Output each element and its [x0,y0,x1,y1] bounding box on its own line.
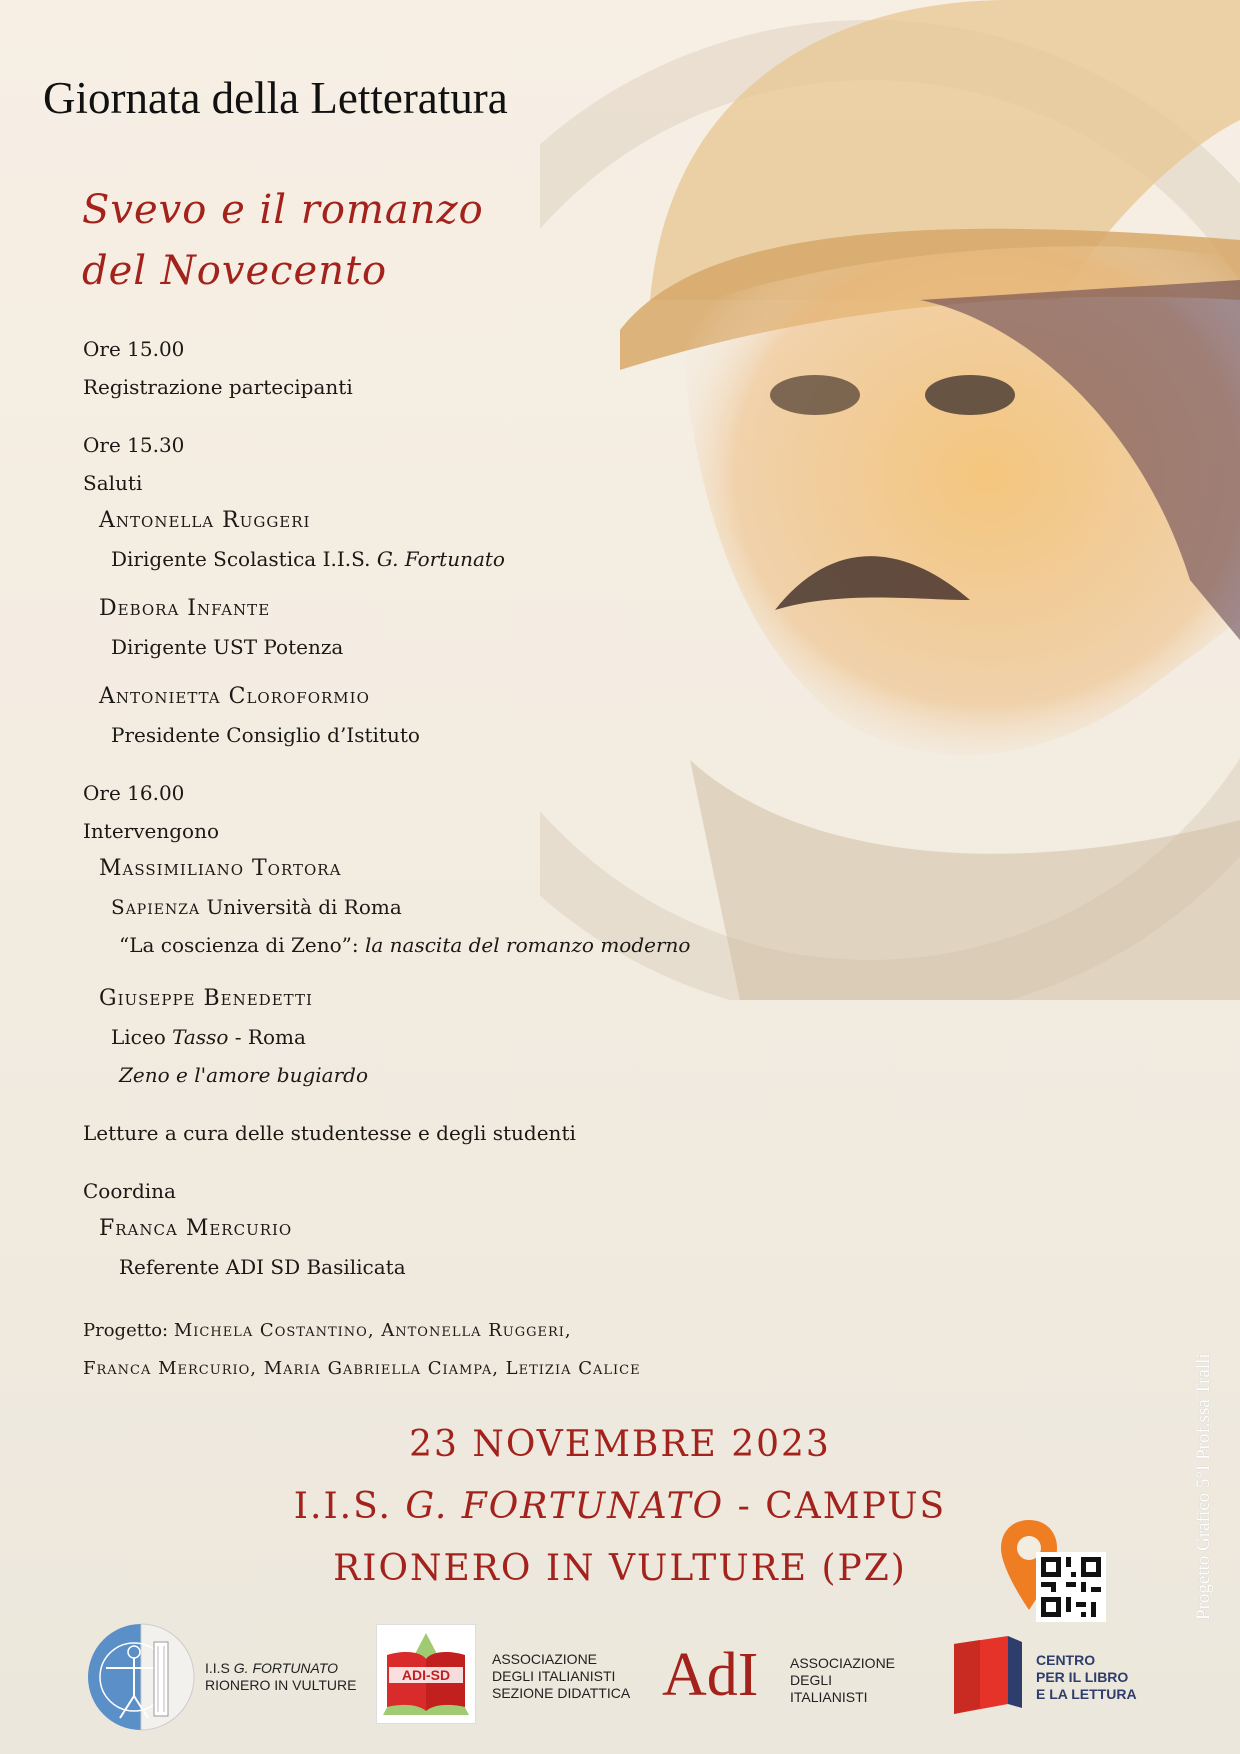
speaker-role: Presidente Consiglio d’Istituto [111,723,420,747]
program-schedule [83,330,723,1286]
affil-italic: Tasso [172,1025,229,1049]
speaker-name: Massimiliano Tortora [99,856,342,881]
affil-sc: Sapienza [111,895,201,919]
credits-names-1: Michela Costantino, Antonella Ruggeri, [173,1320,572,1341]
credits-label: Progetto: [83,1320,169,1341]
affil-post: - Roma [234,1025,306,1049]
interventions-label: Intervengono [83,819,219,843]
affil-pre: Liceo [111,1025,166,1049]
adi-sd-label [492,1651,630,1702]
cepell-line-2: PER IL LIBRO [1036,1669,1129,1685]
speaker-name: Debora Infante [99,596,271,621]
iis-name: G. FORTUNATO [233,1660,339,1676]
page-title: Giornata della Letteratura [43,73,508,123]
time-1530: Ore 15.30 [83,433,185,457]
school-name: G. Fortunato [376,547,505,571]
event-date: 23 NOVEMBRE 2023 [409,1424,831,1465]
venue-post: - CAMPUS [737,1486,947,1527]
speaker-affiliation [83,1018,723,1056]
talk-title: Zeno e l'amore bugiardo [119,1063,368,1087]
speaker-name: Antonietta Cloroformio [99,684,370,709]
event-city: RIONERO IN VULTURE (PZ) [333,1548,907,1589]
cepell-line-3: E LA LETTURA [1036,1686,1137,1702]
venue-italic: G. FORTUNATO [405,1486,725,1527]
iis-line-1 [205,1660,356,1677]
cepell-label [1036,1652,1137,1703]
credits-line-1 [83,1312,641,1350]
coordinator-role: Referente ADI SD Basilicata [119,1255,406,1279]
iis-prefix: I.I.S [205,1660,230,1676]
adi-line-2: DEGLI [790,1672,833,1688]
coordinator-name: Franca Mercurio [99,1216,293,1241]
talk-quoted: “La coscienza di Zeno”: [119,933,359,957]
adi-sd-logo [376,1624,476,1724]
coordination-label: Coordina [83,1179,176,1203]
credits-line-2: Franca Mercurio, Maria Gabriella Ciampa, Letizia Calice [83,1358,641,1379]
affil-rest: Università di Roma [206,895,402,919]
vitruvian-emblem-icon [86,1622,196,1732]
speaker-role: Dirigente UST Potenza [111,635,344,659]
speaker-affiliation [83,888,723,926]
graphic-design-credit: Progetto Grafico 5°I Prof.ssa Tralli [1193,1353,1214,1620]
role-text: Dirigente Scolastica I.I.S. [111,547,371,571]
readings-note: Letture a cura delle studentesse e degli studenti [83,1121,576,1145]
talk-title [83,926,723,964]
adi-line-3: ITALIANISTI [790,1689,868,1705]
speaker-name: Antonella Ruggeri [99,508,311,533]
adisd-line-2: DEGLI ITALIANISTI [492,1668,616,1684]
subtitle-line-1: Svevo e il romanzo [82,187,484,233]
adi-line-1: ASSOCIAZIONE [790,1655,896,1671]
cepell-book-icon [950,1634,1026,1716]
adi-logo-mark: AdI [662,1641,759,1709]
venue-pre: I.I.S. [293,1486,392,1527]
subtitle-line-2: del Novecento [82,248,388,294]
adisd-line-3: SEZIONE DIDATTICA [492,1685,631,1701]
iis-line-2: RIONERO IN VULTURE [205,1677,357,1693]
greetings-label: Saluti [83,471,143,495]
event-subtitle [82,180,484,302]
adi-label [790,1655,895,1706]
project-credits [83,1312,641,1388]
time-1600: Ore 16.00 [83,781,185,805]
adi-sd-badge: ADI-SD [401,1667,451,1683]
speaker-name: Giuseppe Benedetti [99,986,313,1011]
speaker-role [83,540,723,578]
cepell-line-1: CENTRO [1036,1652,1096,1668]
iis-fortunato-label [205,1660,356,1694]
adisd-line-1: ASSOCIAZIONE [492,1651,598,1667]
qr-code-icon[interactable] [1036,1552,1106,1622]
registration-label: Registrazione partecipanti [83,375,353,399]
time-1500: Ore 15.00 [83,337,185,361]
iis-fortunato-logo [86,1622,196,1732]
talk-italic: la nascita del romanzo moderno [364,933,691,957]
